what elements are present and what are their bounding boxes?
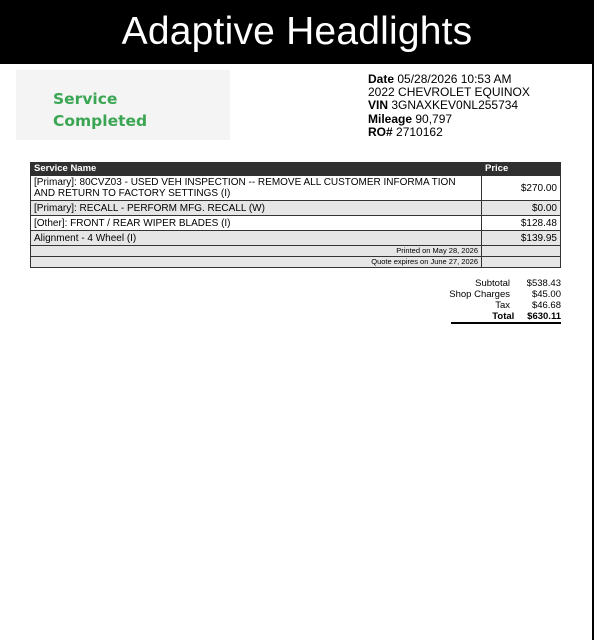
service-cell: [Other]: FRONT / REAR WIPER BLADES (I) (31, 216, 482, 231)
subtotal-value: $538.43 (526, 278, 561, 289)
mileage-label: Mileage (368, 111, 413, 126)
expires-note: Quote expires on June 27, 2026 (31, 257, 482, 268)
date-label: Date (368, 72, 395, 86)
status-line-1: Service (53, 90, 118, 108)
services-table (30, 162, 561, 268)
empty-cell (482, 257, 561, 268)
service-status (53, 88, 223, 132)
printed-note: Printed on May 28, 2026 (31, 246, 482, 257)
ro-row (368, 126, 530, 139)
printed-row (31, 246, 561, 257)
service-cell: [Primary]: RECALL - PERFORM MFG. RECALL (W) (31, 201, 482, 216)
service-cell: Alignment - 4 Wheel (I) (31, 231, 482, 246)
total-row (451, 311, 561, 324)
page-title: Adaptive Headlights (121, 10, 473, 53)
subtotal-row (440, 278, 561, 289)
price-cell: $128.48 (482, 216, 561, 231)
vin-value: 3GNAXKEV0NL255734 (391, 98, 519, 113)
title-bar (0, 0, 594, 64)
table-row (31, 176, 561, 201)
price-cell: $139.95 (482, 231, 561, 246)
table-header-row (31, 163, 561, 176)
date-value: 05/28/2026 10:53 AM (397, 72, 512, 86)
vehicle-info (368, 73, 530, 139)
tax-label: Tax (495, 300, 510, 311)
service-name-header: Service Name (31, 163, 482, 176)
empty-cell (482, 246, 561, 257)
price-cell: $0.00 (482, 201, 561, 216)
ro-label: RO# (368, 124, 393, 139)
status-line-2: Completed (53, 112, 148, 130)
price-cell: $270.00 (482, 176, 561, 201)
vehicle-model: 2022 CHEVROLET EQUINOX (368, 85, 530, 100)
totals-block (440, 278, 561, 324)
mileage-value: 90,797 (415, 111, 453, 126)
service-cell: [Primary]: 80CVZ03 - USED VEH INSPECTION -- REMOVE ALL CUSTOMER INFORMA TION AND RETURN TO FACTORY SETTINGS (I) (31, 176, 482, 201)
shop-charges-label: Shop Charges (449, 289, 510, 300)
total-label: Total (492, 311, 515, 322)
ro-value: 2710162 (396, 124, 443, 139)
price-header: Price (482, 163, 561, 176)
table-row (31, 201, 561, 216)
subtotal-label: Subtotal (475, 278, 510, 289)
shop-charges-value: $45.00 (531, 289, 561, 300)
table-row (31, 231, 561, 246)
total-value: $630.11 (527, 311, 561, 322)
table-row (31, 216, 561, 231)
vin-label: VIN (368, 98, 389, 113)
expires-row (31, 257, 561, 268)
tax-row (440, 300, 561, 311)
invoice-sheet (0, 64, 592, 640)
tax-value: $46.68 (531, 300, 561, 311)
shop-charges-row (440, 289, 561, 300)
status-box (16, 70, 230, 140)
